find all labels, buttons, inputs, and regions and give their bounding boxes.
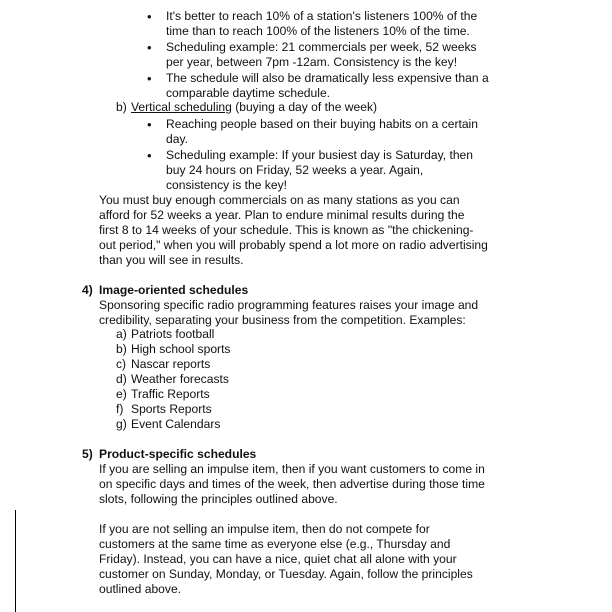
list-item: High school sports xyxy=(131,342,231,356)
bullet-text: Reaching people based on their buying habits on a certain xyxy=(166,117,478,131)
bullet-text: consistency is the key! xyxy=(166,178,287,192)
list-item: Weather forecasts xyxy=(131,372,229,386)
paragraph-line: Friday). Instead, you can have a nice, quiet chat all alone with your xyxy=(99,552,457,566)
bullet-icon: • xyxy=(147,71,152,86)
bullet-text: per year, between 7pm -12am. Consistency is the key! xyxy=(166,55,458,69)
paragraph-line: Sponsoring specific radio programming features raises your image and xyxy=(99,298,479,312)
list-item: Patriots football xyxy=(131,327,215,341)
bullet-text: The schedule will also be dramatically less expensive than a xyxy=(166,71,489,85)
paragraph-line: If you are not selling an impulse item, then do not compete for xyxy=(99,522,430,536)
paragraph-line: afford for 52 weeks a year. Plan to endure minimal results during the xyxy=(99,208,465,222)
bullet-text: It's better to reach 10% of a station's listeners 100% of the xyxy=(166,9,478,23)
paragraph-line: customer on Sunday, Monday, or Tuesday. Again, follow the principles xyxy=(99,567,473,581)
paragraph-line: on specific days and times of the week, then advertise during those time xyxy=(99,477,485,491)
list-marker: g) xyxy=(116,417,127,431)
list-marker: c) xyxy=(116,357,127,371)
subsection-heading xyxy=(131,100,377,115)
section-number: 4) xyxy=(82,283,93,297)
section-number: 5) xyxy=(82,447,93,461)
paragraph-line: first 8 to 14 weeks of your schedule. This is known as "the chickening- xyxy=(99,223,474,237)
paragraph-line: out period," when you will probably spend a lot more on radio advertising xyxy=(99,238,488,252)
subsection-suffix: (buying a day of the week) xyxy=(231,100,378,114)
bullet-text: Scheduling example: If your busiest day is Saturday, then xyxy=(166,148,473,162)
margin-rule xyxy=(15,510,16,612)
paragraph-line: You must buy enough commercials on as many stations as you can xyxy=(99,193,460,207)
paragraph-line: than you will see in results. xyxy=(99,253,244,267)
paragraph-line: If you are selling an impulse item, then if you want customers to come in xyxy=(99,462,485,476)
bullet-text: buy 24 hours on Friday, 52 weeks a year. Again, xyxy=(166,163,424,177)
section-title: Product-specific schedules xyxy=(99,447,257,461)
bullet-icon: • xyxy=(147,9,152,24)
paragraph-line: customers at the same time as everyone else (e.g., Thursday and xyxy=(99,537,451,551)
list-marker: e) xyxy=(116,387,127,401)
bullet-text: time than to reach 100% of the listeners 10% of the time. xyxy=(166,24,470,38)
paragraph-line: outlined above. xyxy=(99,582,182,596)
paragraph-line: slots, following the principles outlined above. xyxy=(99,492,338,506)
list-marker: b) xyxy=(116,342,127,356)
bullet-icon: • xyxy=(147,40,152,55)
section-title: Image-oriented schedules xyxy=(99,283,249,297)
list-item: Event Calendars xyxy=(131,417,221,431)
paragraph-line: credibility, separating your business from the competition. Examples: xyxy=(99,313,466,327)
list-marker: f) xyxy=(116,402,124,416)
list-item: Traffic Reports xyxy=(131,387,210,401)
list-marker: d) xyxy=(116,372,127,386)
bullet-icon: • xyxy=(147,148,152,163)
list-item: Sports Reports xyxy=(131,402,212,416)
bullet-text: Scheduling example: 21 commercials per week, 52 weeks xyxy=(166,40,477,54)
bullet-text: comparable daytime schedule. xyxy=(166,86,331,100)
subsection-marker: b) xyxy=(116,100,127,114)
bullet-icon: • xyxy=(147,117,152,132)
subsection-title: Vertical scheduling xyxy=(131,100,232,114)
list-item: Nascar reports xyxy=(131,357,211,371)
bullet-text: day. xyxy=(166,132,188,146)
list-marker: a) xyxy=(116,327,127,341)
